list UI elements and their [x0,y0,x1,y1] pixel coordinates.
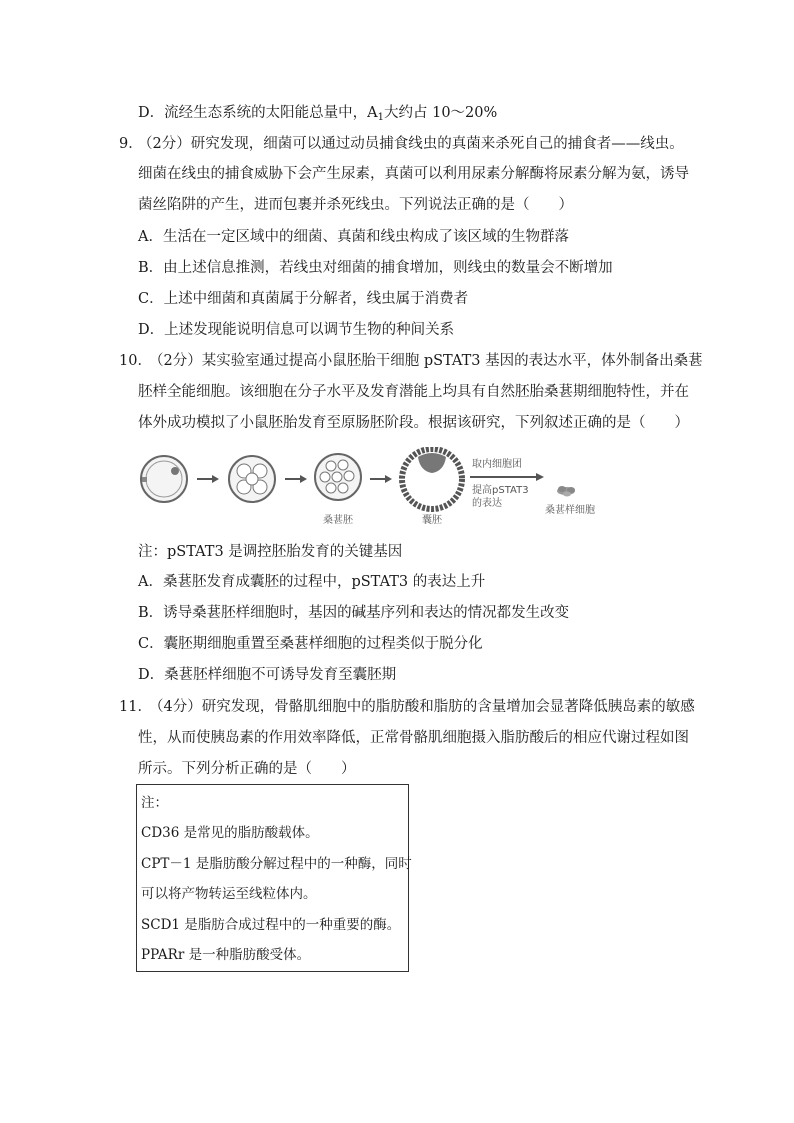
note-box-line3: 可以将产物转运至线粒体内。 [141,886,317,902]
note-box-line2: CPT－1 是脂肪酸分解过程中的一种酶，同时 [141,856,412,872]
note-box-line4: SCD1 是脂肪合成过程中的一种重要的酶。 [141,917,401,933]
arrow-top-label: 取内细胞团 [472,459,522,470]
note-box-title: 注： [141,795,168,811]
q8-option-d-tail: 大约占 10～20% [383,105,498,121]
arrow-1-head [212,475,219,483]
q11-stem-line1: （4分）研究发现，骨骼肌细胞中的脂肪酸和脂肪的含量增加会显著降低胰岛素的敏感 [149,699,695,715]
embryo-development-figure [138,447,608,529]
q10-number: 10． [119,353,152,369]
q9-option-c: C．上述中细菌和真菌属于分解者，线虫属于消费者 [138,291,469,307]
arrow-4-head [536,473,544,481]
morula-embryo [315,454,361,500]
blastocyst-label: 囊胚 [422,515,442,526]
q8-option-d-text: D．流经生态系统的太阳能总量中，A [138,105,378,121]
note-box-line5: PPARr 是一种脂肪酸受体。 [141,947,311,963]
cleavage-embryo [229,456,275,502]
q11-note-box [136,784,412,972]
arrow-bottom-label-2: 的表达 [472,498,502,509]
arrow-3-head [385,475,392,483]
q9-option-d: D．上述发现能说明信息可以调节生物的种间关系 [138,322,455,338]
q11-number: 11． [119,699,152,715]
q10-stem-line1: （2分）某实验室通过提高小鼠胚胎干细胞 pSTAT3 基因的表达水平，体外制备出桑葚 [149,353,703,369]
note-box-line1: CD36 是常见的脂肪酸载体。 [141,825,319,841]
q10-option-a: A．桑葚胚发育成囊胚的过程中，pSTAT3 的表达上升 [138,574,486,590]
morula-label: 桑葚胚 [323,515,353,526]
q9-stem-line1: （2分）研究发现，细菌可以通过动员捕食线虫的真菌来杀死自己的捕食者——线虫。 [138,136,684,152]
zygote-cell [141,456,187,502]
arrow-2-head [300,475,307,483]
q10-figure-note: 注：pSTAT3 是调控胚胎发育的关键基因 [138,544,403,560]
q10-stem-line3: 体外成功模拟了小鼠胚胎发育至原肠胚阶段。根据该研究，下列叙述正确的是（ ） [138,415,689,431]
q10-option-b: B．诱导桑葚胚样细胞时，基因的碱基序列和表达的情况都发生改变 [138,605,570,621]
q8-option-d-subscript: 1 [377,112,384,123]
q11-stem-line3: 所示。下列分析正确的是（ ） [138,761,356,777]
q9-stem-line2: 细菌在线虫的捕食威胁下会产生尿素，真菌可以利用尿素分解酶将尿素分解为氨，诱导 [138,166,689,182]
q9-stem-line3: 菌丝陷阱的产生，进而包裹并杀死线虫。下列说法正确的是（ ） [138,197,573,213]
q9-number: 9． [119,136,143,152]
q9-option-b: B．由上述信息推测，若线虫对细菌的捕食增加，则线虫的数量会不断增加 [138,260,613,276]
q10-option-d: D．桑葚胚样细胞不可诱导发育至囊胚期 [138,667,397,683]
q11-stem-line2: 性，从而使胰岛素的作用效率降低，正常骨骼肌细胞摄入脂肪酸后的相应代谢过程如图 [138,730,689,746]
blastocyst-embryo [402,449,462,509]
morula-like-cell-cluster [557,486,575,497]
q9-option-a: A．生活在一定区域中的细菌、真菌和线虫构成了该区域的生物群落 [138,229,569,245]
q8-option-d [138,103,497,128]
morula-like-cell-label: 桑葚样细胞 [545,505,595,516]
q10-option-c: C．囊胚期细胞重置至桑葚样细胞的过程类似于脱分化 [138,636,483,652]
q10-stem-line2: 胚样全能细胞。该细胞在分子水平及发育潜能上均具有自然胚胎桑葚期细胞特性，并在 [138,384,689,400]
arrow-bottom-label-1: 提高pSTAT3 [472,485,529,496]
